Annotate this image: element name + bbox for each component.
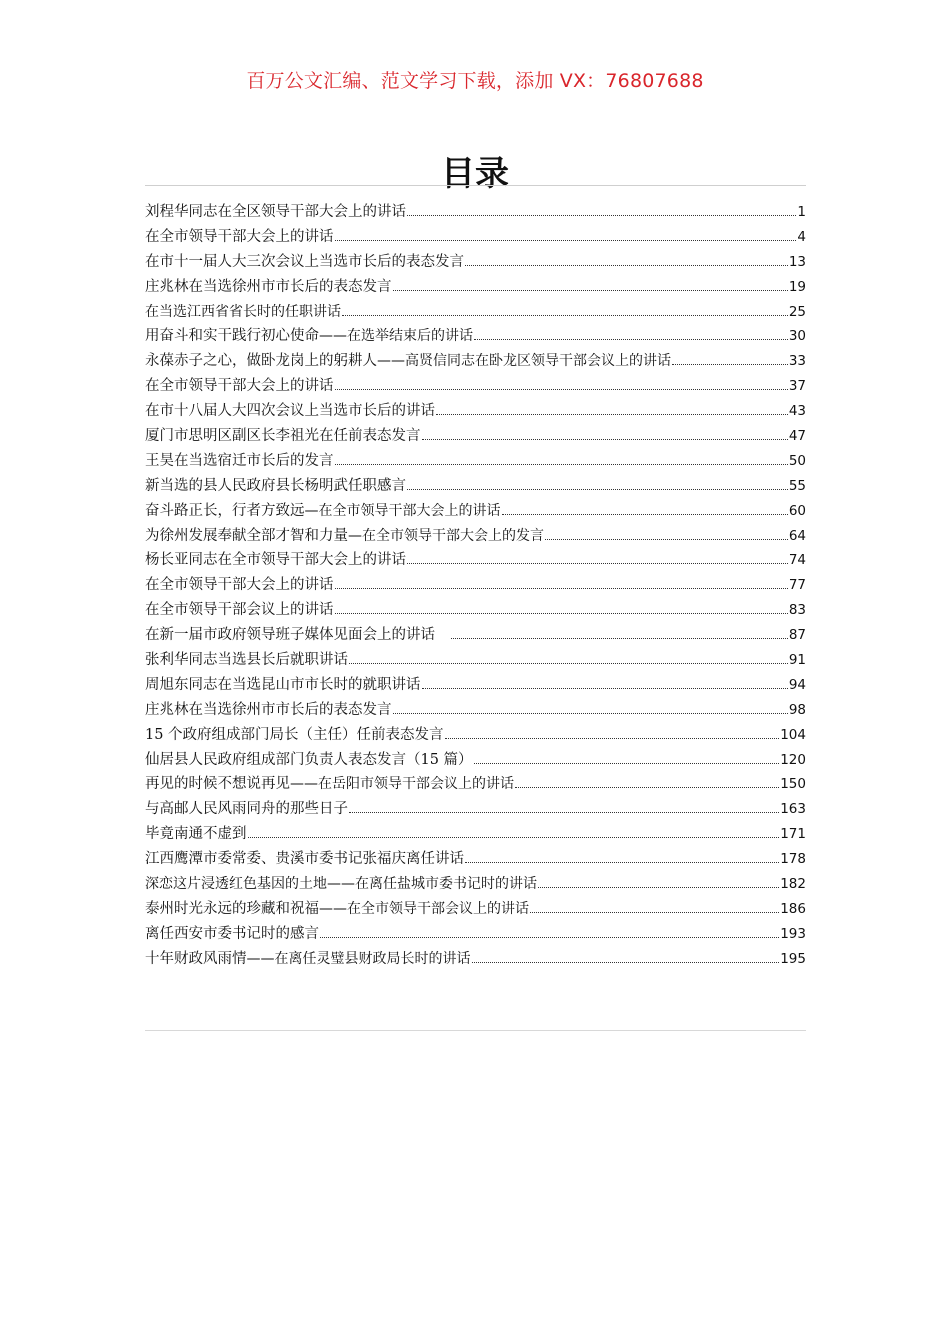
- toc-entry-title-sub: ——在全市领导干部会议上的讲话: [319, 900, 529, 917]
- toc-page-number: 50: [788, 452, 806, 469]
- toc-entry[interactable]: [145, 548, 806, 573]
- toc-page-number: 1: [797, 204, 806, 220]
- toc-entry-title: [145, 897, 529, 922]
- toc-entry[interactable]: [145, 374, 806, 399]
- toc-entry-title-main: 江西鹰潭市委常委、贵溪市委书记张福庆离任讲话: [145, 851, 464, 868]
- toc-entry[interactable]: [145, 399, 806, 424]
- toc-leader-dots: [436, 413, 788, 415]
- toc-leader-dots: [335, 612, 788, 614]
- toc-leader-dots: [465, 264, 788, 266]
- toc-page-number: 83: [788, 602, 806, 619]
- toc-page-number: 120: [780, 751, 806, 768]
- toc-entry-title-sub: ——高贤信同志在卧龙区领导干部会议上的讲话: [377, 353, 671, 370]
- toc-page-number: 60: [788, 502, 806, 519]
- toc-entry-title-main: 泰州时光永远的珍藏和祝福: [145, 900, 319, 917]
- toc-page-number: 25: [788, 303, 806, 320]
- toc-entry-title: [145, 250, 464, 275]
- page-title: 目录: [441, 154, 509, 194]
- toc-entry-title: [145, 698, 392, 723]
- title-divider: [145, 185, 806, 186]
- toc-entry-title-sub: —在全市领导干部大会上的发言: [348, 527, 544, 544]
- toc-entry-title: [145, 723, 444, 748]
- toc-entry-title: [145, 623, 450, 648]
- toc-entry[interactable]: [145, 922, 806, 947]
- toc-leader-dots: [474, 338, 788, 340]
- toc-entry-title-main: 在新一届市政府领导班子媒体见面会上的讲话: [145, 627, 450, 644]
- toc-leader-dots: [248, 836, 780, 838]
- toc-page-number: 91: [788, 652, 806, 669]
- toc-entry[interactable]: [145, 847, 806, 872]
- toc-entry[interactable]: [145, 499, 806, 524]
- toc-entry[interactable]: [145, 748, 806, 773]
- toc-leader-dots: [349, 811, 779, 813]
- toc-entry-title-main: 为徐州发展奉献全部才智和力量: [145, 527, 348, 544]
- toc-entry-title-main: 新当选的县人民政府县长杨明武任职感言: [145, 477, 406, 494]
- toc-entry-title-main: 杨长亚同志在全市领导干部大会上的讲话: [145, 552, 406, 569]
- toc-entry-title: [145, 947, 471, 972]
- toc-entry[interactable]: [145, 947, 806, 972]
- toc-entry[interactable]: [145, 573, 806, 598]
- toc-leader-dots: [445, 737, 780, 739]
- toc-leader-dots: [474, 762, 780, 764]
- toc-entry-title-sub: —在全市领导干部大会上的讲话: [304, 502, 501, 519]
- toc-entry[interactable]: [145, 200, 806, 225]
- toc-page-number: 193: [780, 925, 806, 942]
- toc-leader-dots: [422, 687, 788, 689]
- toc-leader-dots: [502, 513, 788, 515]
- header-notice: 百万公文汇编、范文学习下载，添加 VX：76807688: [246, 70, 704, 92]
- toc-page-number: 98: [788, 701, 806, 718]
- toc-entry-title: [145, 349, 671, 374]
- toc-entry[interactable]: [145, 275, 806, 300]
- toc-entry[interactable]: [145, 324, 806, 349]
- toc-entry-title-main: 周旭东同志在当选昆山市市长时的就职讲话: [145, 676, 421, 693]
- toc-entry-title-main: 在市十一届人大三次会议上当选市长后的表态发言: [145, 253, 464, 270]
- toc-page-number: 47: [788, 428, 806, 445]
- toc-leader-dots: [393, 712, 788, 714]
- toc-entry[interactable]: [145, 449, 806, 474]
- toc-page-number: 186: [780, 900, 806, 917]
- toc-entry-title: [145, 225, 334, 250]
- toc-leader-dots: [393, 289, 788, 291]
- toc-entry[interactable]: [145, 698, 806, 723]
- toc-entry-title: [145, 548, 406, 573]
- toc-entry-title-main: 用奋斗和实干践行初心使命: [145, 328, 319, 345]
- toc-leader-dots: [335, 463, 788, 465]
- toc-entry[interactable]: [145, 424, 806, 449]
- toc-entry-title: [145, 573, 334, 598]
- toc-entry-title: [145, 847, 464, 872]
- toc-entry[interactable]: [145, 225, 806, 250]
- toc-entry-title-main: 庄兆林在当选徐州市市长后的表态发言: [145, 701, 392, 718]
- toc-entry[interactable]: [145, 673, 806, 698]
- toc-entry[interactable]: [145, 524, 806, 549]
- toc-leader-dots: [335, 239, 797, 241]
- toc-leader-dots: [335, 388, 788, 390]
- toc-leader-dots: [320, 936, 779, 938]
- toc-entry-title-main: 在全市领导干部会议上的讲话: [145, 602, 334, 619]
- toc-entry-title-sub: 在当选江西省省长时的任职讲话: [145, 303, 341, 320]
- toc-entry[interactable]: [145, 598, 806, 623]
- toc-entry-title-main: 永葆赤子之心，做卧龙岗上的躬耕人: [145, 353, 377, 370]
- toc-entry-title-main: 15 个政府组成部门局长（主任）任前表态发言: [145, 726, 444, 743]
- toc-page-number: 64: [788, 527, 806, 544]
- toc-page-number: 55: [788, 477, 806, 494]
- toc-entry[interactable]: [145, 300, 806, 325]
- toc-entry-title: [145, 275, 392, 300]
- toc-entry-title: [145, 524, 544, 549]
- toc-entry[interactable]: [145, 897, 806, 922]
- toc-page-number: 33: [788, 353, 806, 370]
- toc-page-number: 4: [797, 228, 806, 245]
- toc-page-number: 19: [788, 278, 806, 295]
- toc-entry-title-sub: ——在岳阳市领导干部会议上的讲话: [290, 776, 514, 793]
- toc-entry-title-main: 在全市领导干部大会上的讲话: [145, 577, 334, 594]
- toc-entry-title: [145, 374, 334, 399]
- toc-page-number: 171: [780, 826, 806, 843]
- toc-entry-title: [145, 200, 406, 225]
- toc-leader-dots: [407, 214, 796, 216]
- toc-entry-title: [145, 797, 348, 822]
- toc-entry[interactable]: [145, 648, 806, 673]
- toc-entry-title: [145, 474, 406, 499]
- toc-entry-title: [145, 399, 435, 424]
- toc-page-number: 163: [780, 801, 806, 818]
- toc-page-number: 150: [780, 776, 806, 793]
- toc-entry-title-main: 在市十八届人大四次会议上当选市长后的讲话: [145, 403, 435, 420]
- toc-entry-title: [145, 499, 501, 524]
- toc-entry-title-main: 毕竟南通不虚到: [145, 826, 247, 843]
- toc-leader-dots: [422, 438, 788, 440]
- toc-entry-title: [145, 772, 514, 797]
- toc-entry[interactable]: [145, 822, 806, 847]
- toc-entry-title: [145, 748, 473, 773]
- toc-leader-dots: [538, 886, 779, 888]
- toc-entry[interactable]: [145, 250, 806, 275]
- toc-leader-dots: [407, 562, 788, 564]
- footer-divider: [145, 1030, 806, 1031]
- toc-page-number: 77: [788, 577, 806, 594]
- toc-page-number: 13: [788, 253, 806, 270]
- toc-entry-title: [145, 922, 319, 947]
- toc-leader-dots: [515, 786, 779, 788]
- toc-page-number: 182: [780, 876, 806, 893]
- toc-leader-dots: [407, 488, 788, 490]
- toc-leader-dots: [342, 314, 788, 316]
- toc-leader-dots: [530, 911, 779, 913]
- toc-entry-title: [145, 300, 341, 325]
- toc-entry-title-main: 庄兆林在当选徐州市市长后的表态发言: [145, 278, 392, 295]
- toc-entry-title-main: 十年财政风雨情: [145, 950, 247, 967]
- toc-page-number: 178: [780, 851, 806, 868]
- toc-entry-title-main: 张利华同志当选县长后就职讲话: [145, 652, 348, 669]
- toc-leader-dots: [451, 637, 788, 639]
- toc-leader-dots: [545, 538, 788, 540]
- toc-entry-title: [145, 424, 421, 449]
- toc-entry-title-main: 在全市领导干部大会上的讲话: [145, 378, 334, 395]
- toc-entry-title-main: 与高邮人民风雨同舟的那些日子: [145, 801, 348, 818]
- toc-entry-title-main: 王昊在当选宿迁市长后的发言: [145, 452, 334, 469]
- toc-entry-title-main: 离任西安市委书记时的感言: [145, 925, 319, 942]
- toc-entry-title: [145, 449, 334, 474]
- toc-entry-title-main: 在全市领导干部大会上的讲话: [145, 228, 334, 245]
- toc-entry[interactable]: [145, 349, 806, 374]
- toc-entry[interactable]: [145, 872, 806, 897]
- toc-entry-title: [145, 598, 334, 623]
- toc-page-number: 104: [780, 726, 806, 743]
- toc-entry-title: [145, 822, 247, 847]
- toc-entry[interactable]: [145, 797, 806, 822]
- toc-page-number: 30: [788, 328, 806, 345]
- toc-entry-title-main: 仙居县人民政府组成部门负责人表态发言（15 篇）: [145, 751, 473, 768]
- toc-entry-title-main: 刘程华同志在全区领导干部大会上的讲话: [145, 204, 406, 220]
- toc-leader-dots: [335, 587, 788, 589]
- toc-entry-title-main: 厦门市思明区副区长李祖光在任前表态发言: [145, 428, 421, 445]
- toc-leader-dots: [465, 861, 779, 863]
- toc-page-number: 37: [788, 378, 806, 395]
- toc-page-number: 87: [788, 627, 806, 644]
- toc-leader-dots: [672, 363, 788, 365]
- toc-entry-title-main: 奋斗路正长，行者方致远: [145, 502, 305, 519]
- toc-page-number: 94: [788, 676, 806, 693]
- toc-entry-title-sub: ——在选举结束后的讲话: [319, 328, 473, 345]
- toc-entry-title: [145, 673, 421, 698]
- toc-entry-title: [145, 872, 537, 897]
- toc-entry[interactable]: [145, 623, 806, 648]
- toc-leader-dots: [349, 662, 788, 664]
- toc-page-number: 43: [788, 403, 806, 420]
- toc-leader-dots: [472, 961, 780, 963]
- toc-entry[interactable]: [145, 474, 806, 499]
- toc-entry-title: [145, 324, 473, 349]
- toc-entry-title-main: 再见的时候不想说再见: [145, 776, 290, 793]
- toc-entry-title: [145, 648, 348, 673]
- toc-entry-title-sub: ——在离任灵璧县财政局长时的讲话: [246, 950, 471, 967]
- toc-entry[interactable]: [145, 772, 806, 797]
- toc-page-number: 195: [780, 950, 806, 967]
- toc-entry[interactable]: [145, 723, 806, 748]
- table-of-contents: [145, 200, 806, 972]
- toc-entry-title-sub: 深恋这片浸透红色基因的土地——在离任盐城市委书记时的讲话: [145, 876, 537, 893]
- toc-page-number: 74: [788, 552, 806, 569]
